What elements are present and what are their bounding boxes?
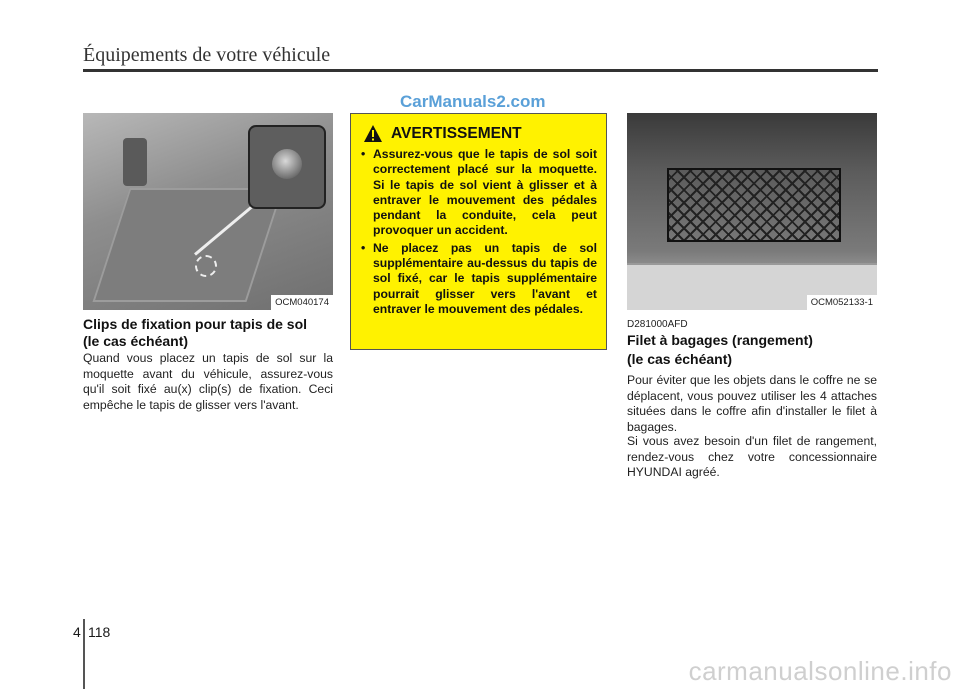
photo-code-label: OCM040174 [271, 295, 333, 310]
section-heading-cargo-net [627, 331, 813, 369]
heading-line: Clips de fixation pour tapis de sol [83, 316, 308, 332]
clip-location-marker [195, 255, 217, 277]
warning-header [363, 124, 522, 144]
photo-code-label: OCM052133-1 [807, 295, 877, 310]
cargo-net-image [667, 168, 841, 242]
warning-box [350, 113, 607, 350]
warning-title: AVERTISSEMENT [391, 125, 522, 142]
floor-mat-clip-photo [83, 113, 333, 310]
section-code: D281000AFD [627, 319, 688, 330]
cargo-net-paragraph-2: Si vous avez besoin d'un filet de rangement, rendez-vous chez votre concessionnaire HYUNDAI agréé. [627, 434, 877, 479]
footer-divider [83, 619, 85, 689]
watermark-link[interactable]: CarManuals2.com [400, 92, 546, 111]
heading-line: Filet à bagages (rangement) [627, 332, 813, 348]
page-header-title: Équipements de votre véhicule [83, 44, 331, 66]
clip-detail-inset [248, 125, 326, 209]
clips-paragraph: Quand vous placez un tapis de sol sur la moquette avant du véhicule, assurez-vous qu'il soit fixé au(x) clip(s) de fixation. Ceci empêche le tapis de glisser vers l'avant. [83, 351, 333, 412]
heading-line: (le cas échéant) [627, 351, 733, 367]
heading-line: (le cas échéant) [83, 333, 189, 349]
warning-triangle-icon [363, 124, 383, 144]
pedal-image [123, 138, 147, 186]
cargo-net-photo [627, 113, 877, 310]
warning-item: • Ne placez pas un tapis de sol supplémentaire au-dessus du tapis de sol fixé, car le tapis supplémentaire pourrait glisser vers l'avant et entraver le mouvement des pédales. [361, 240, 597, 316]
section-heading-clips [83, 316, 307, 350]
header-rule [83, 69, 878, 72]
clip-image [272, 149, 302, 179]
warning-item: • Assurez-vous que le tapis de sol soit correctement placé sur la moquette. Si le tapis de sol vient à glisser et à entraver le mouvement des pédales pendant la conduite, cela peut provoquer un accident. [361, 147, 597, 238]
chapter-number: 4 [73, 624, 81, 640]
warning-list [361, 147, 597, 319]
footer-watermark[interactable]: carmanualsonline.info [688, 656, 952, 686]
page-number: 118 [88, 624, 111, 640]
cargo-net-paragraph-1: Pour éviter que les objets dans le coffre ne se déplacent, vous pouvez utiliser les 4 attaches situées dans le coffre afin d'installer le filet à bagages. [627, 373, 877, 434]
